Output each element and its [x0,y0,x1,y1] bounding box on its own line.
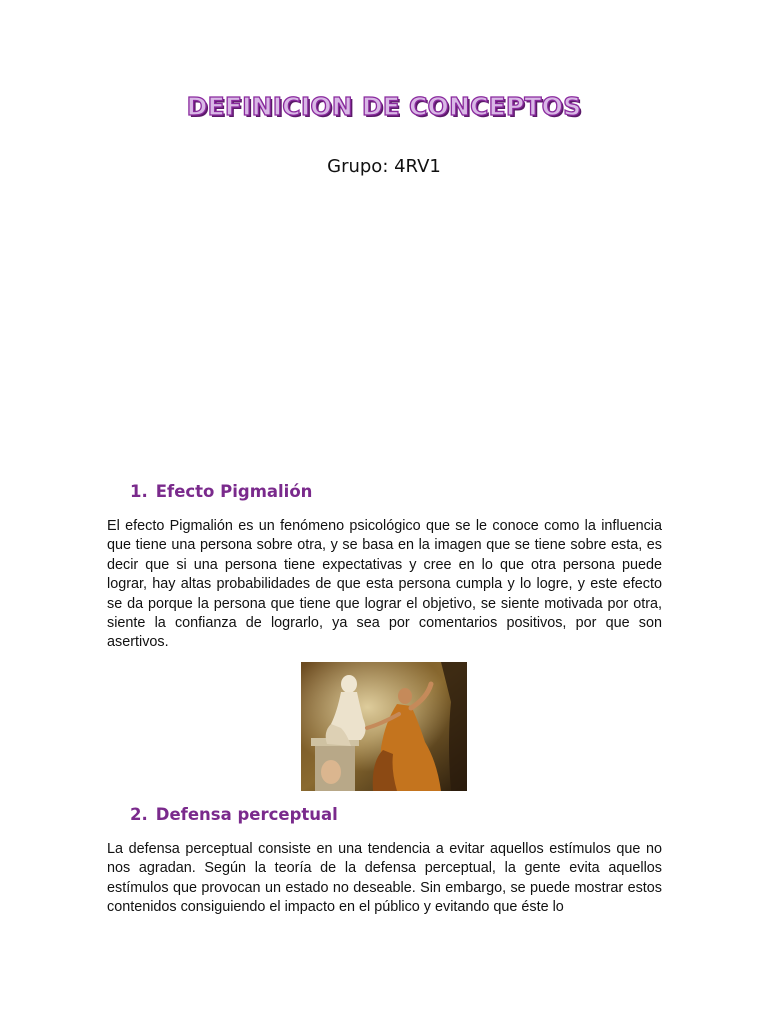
pygmalion-painting-image [301,662,467,791]
section-number: 1. [130,482,148,501]
section-paragraph-2: La defensa perceptual consiste en una tendencia a evitar aquellos estímulos que no nos agradan. Según la teoría de la defensa perceptual, la gente evita aquellos estímulos que provocan un estado no deseable. Sin embargo, se puede mostrar estos contenidos consiguiendo el impacto en el público y evitando que éste lo [107,841,662,916]
section-title: Efecto Pigmalión [155,482,313,501]
section-heading-2 [130,805,338,824]
document-title: DEFINICION DE CONCEPTOS [186,92,582,121]
section-number: 2. [130,805,148,824]
section-heading-1 [130,482,312,501]
group-subtitle: Grupo: 4RV1 [327,156,441,177]
section-paragraph-1: El efecto Pigmalión es un fenómeno psicológico que se le conoce como la influencia que tiene una persona sobre otra, y se basa en la imagen que se tiene sobre esta, es decir que si una persona tiene expectativas y cree en lo que otra persona puede lograr, hay altas probabilidades de que esta persona cumpla y lo logre, y este efecto se da porque la persona que tiene que lograr el objetivo, se siente motivada por otra, siente la confianza de lograrlo, ya sea por comentarios positivos, por que son asertivos. [107,518,662,651]
section-title: Defensa perceptual [155,805,338,824]
